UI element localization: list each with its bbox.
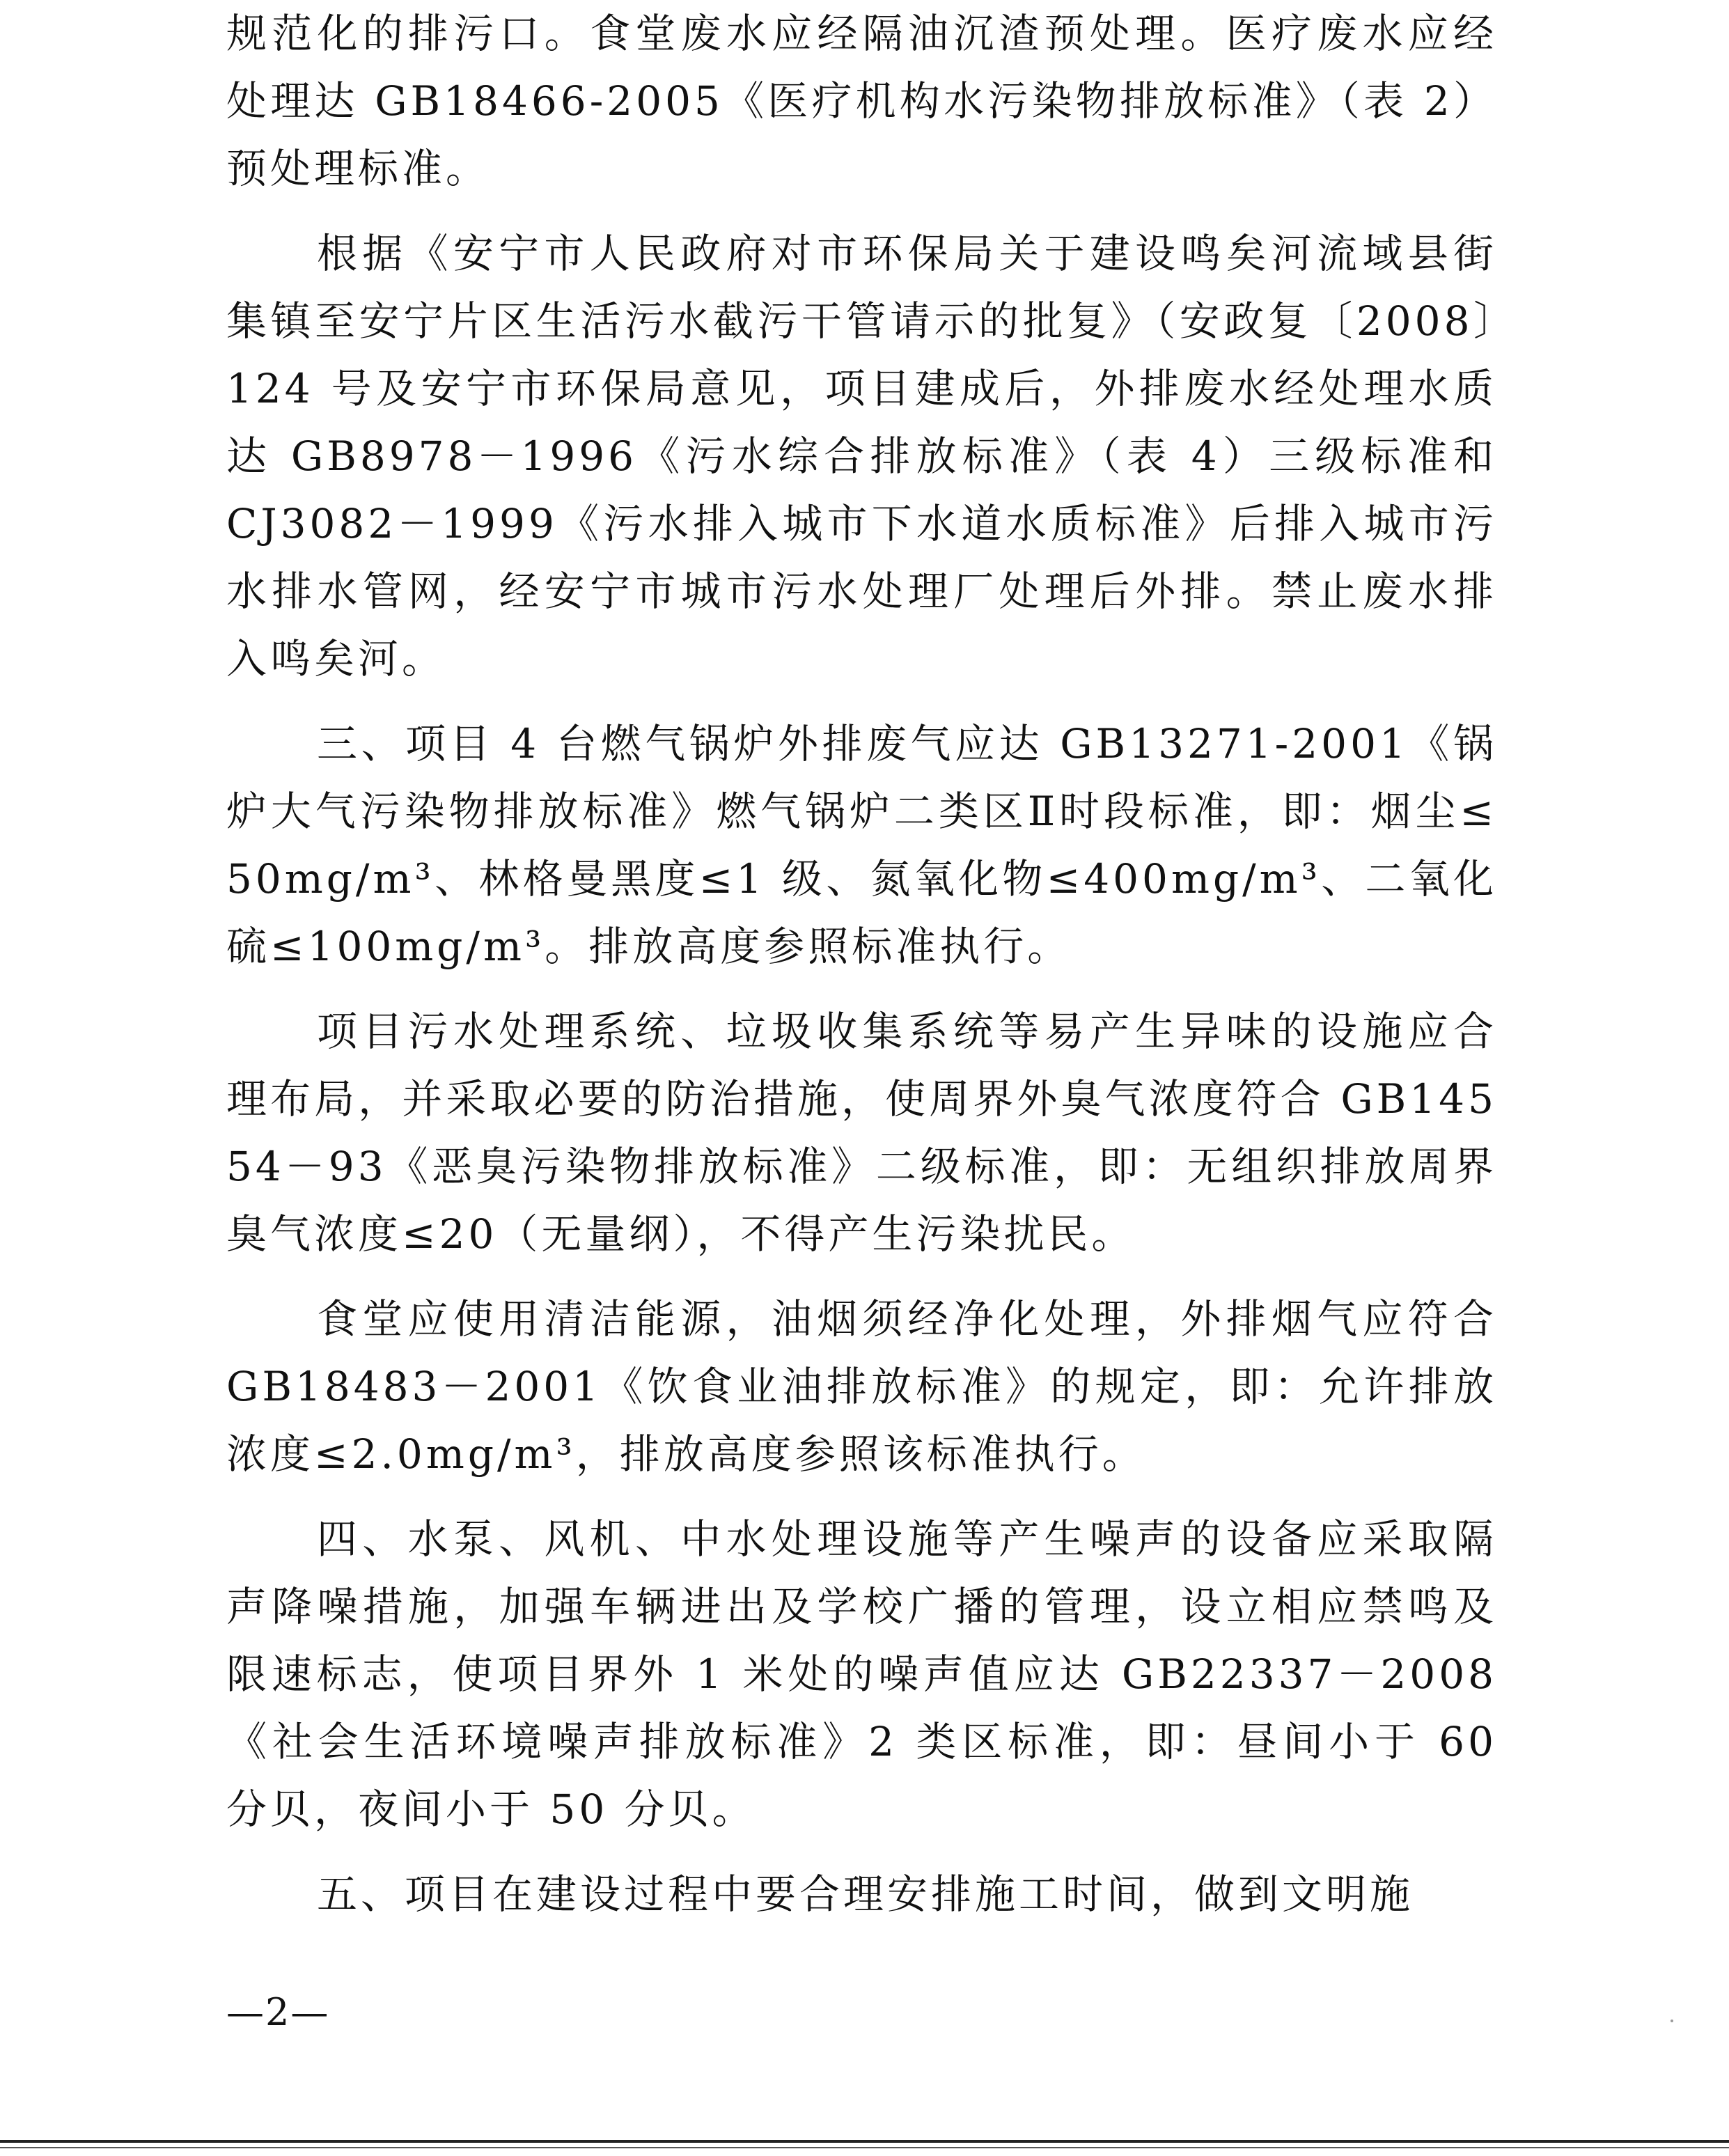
scan-artifact — [1671, 2020, 1673, 2022]
paragraph-wastewater-discharge: 根据《安宁市人民政府对市环保局关于建设鸣矣河流域县街集镇至安宁片区生活污水截污干管请示的批复》（安政复〔2008〕124 号及安宁市环保局意见，项目建成后，外排废水经处理水质达 GB8978－1996《污水综合排放标准》（表 4）三级标准和 CJ3082－1999《污水排入城市下水道水质标准》后排入城市污水排水管网，经安宁市城市污水处理厂处理后外排。禁止废水排入鸣矣河。 — [226, 230, 1497, 682]
paragraph-construction: 五、项目在建设过程中要合理安排施工时间，做到文明施 — [317, 1870, 1414, 1918]
body-text — [226, 0, 1497, 1946]
paragraph-continuation: 规范化的排污口。食堂废水应经隔油沉渣预处理。医疗废水应经处理达 GB18466-2005《医疗机构水污染物排放标准》（表 2）预处理标准。 — [226, 10, 1497, 192]
page-number: —2— — [226, 1990, 330, 2034]
paragraph-odor-control: 项目污水处理系统、垃圾收集系统等易产生异味的设施应合理布局，并采取必要的防治措施，使周界外臭气浓度符合 GB14554－93《恶臭污染物排放标准》二级标准，即：无组织排放周界臭气浓度≤20（无量纲），不得产生污染扰民。 — [226, 1008, 1497, 1258]
paragraph-noise-control: 四、水泵、风机、中水处理设施等产生噪声的设备应采取隔声降噪措施，加强车辆进出及学校广播的管理，设立相应禁鸣及限速标志，使项目界外 1 米处的噪声值应达 GB22337－2008《社会生活环境噪声排放标准》2 类区标准，即：昼间小于 60 分贝，夜间小于 50 分贝。 — [226, 1515, 1497, 1833]
paragraph-canteen-fumes: 食堂应使用清洁能源，油烟须经净化处理，外排烟气应符合 GB18483－2001《饮食业油排放标准》的规定，即：允许排放浓度≤2.0mg/m³，排放高度参照该标准执行。 — [226, 1295, 1497, 1478]
bottom-divider — [0, 2140, 1729, 2143]
paragraph-boiler-emissions: 三、项目 4 台燃气锅炉外排废气应达 GB13271-2001《锅炉大气污染物排放标准》燃气锅炉二类区Ⅱ时段标准，即：烟尘≤50mg/m³、林格曼黑度≤1 级、氮氧化物≤400mg/m³、二氧化硫≤100mg/m³。排放高度参照标准执行。 — [226, 720, 1497, 970]
bottom-divider-secondary — [0, 2147, 1729, 2148]
